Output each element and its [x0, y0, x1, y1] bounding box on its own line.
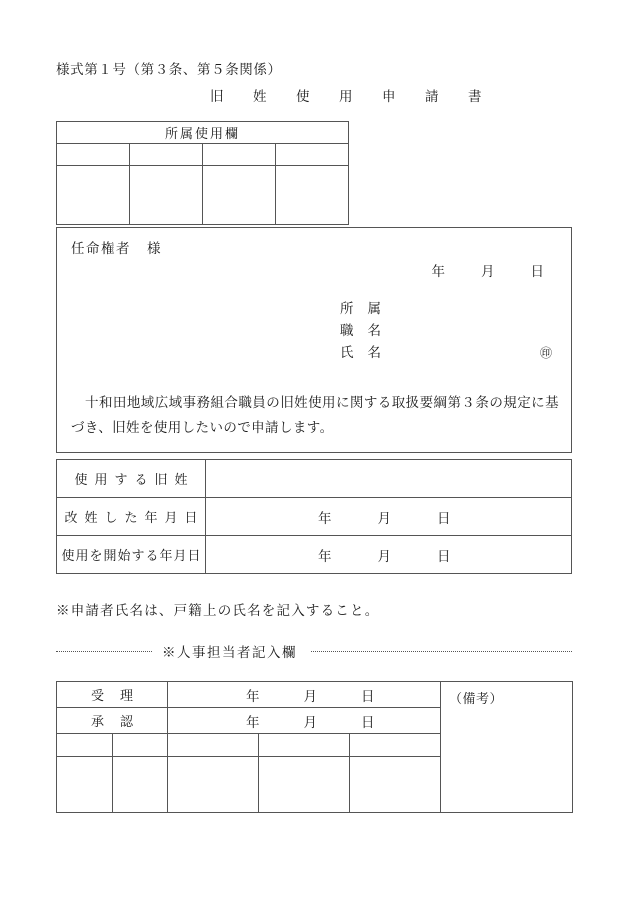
applicant-name-label: 氏名: [340, 345, 395, 361]
applicant-position-label: 職名: [340, 323, 395, 339]
row-label-approval: 承認: [57, 708, 168, 734]
applicant-affiliation-label: 所属: [340, 301, 395, 317]
row-label-change-date: 改姓した年月日: [57, 498, 206, 536]
seal-icon: ㊞: [540, 346, 553, 360]
dept-cell[interactable]: [57, 166, 130, 225]
hr-grid-cell[interactable]: [259, 734, 350, 757]
start-date-month-label: 月: [377, 548, 391, 565]
declaration-body-text: 十和田地域広域事務組合職員の旧姓使用に関する取扱要綱第３条の規定に基づき、旧姓を使用したいので申請します。: [71, 395, 559, 436]
change-date-month-label: 月: [377, 510, 391, 527]
applicant-name-row: [340, 342, 553, 364]
dept-cell[interactable]: [203, 166, 276, 225]
former-surname-table: [56, 459, 572, 574]
table-row: [57, 144, 349, 166]
hr-grid-cell[interactable]: [168, 734, 259, 757]
approval-month-label: 月: [303, 714, 317, 731]
divider-dots-right: [311, 651, 572, 652]
dept-cell[interactable]: [57, 144, 130, 166]
divider-dots-left: [56, 651, 152, 652]
department-use-table: [56, 121, 349, 225]
hr-grid-cell[interactable]: [350, 734, 441, 757]
form-note: ※申請者氏名は、戸籍上の氏名を記入すること。: [56, 603, 380, 619]
hr-grid-cell[interactable]: [112, 757, 168, 813]
change-date-year-label: 年: [318, 510, 332, 527]
table-row: [57, 122, 349, 144]
date-day-label: 日: [530, 264, 544, 280]
hr-grid-cell[interactable]: [57, 757, 113, 813]
hr-grid-cell[interactable]: [350, 757, 441, 813]
table-row: [57, 536, 572, 574]
dept-cell[interactable]: [130, 144, 203, 166]
hr-grid-cell[interactable]: [168, 757, 259, 813]
form-code: 様式第１号（第３条、第５条関係）: [56, 62, 282, 78]
applicant-position-row: [340, 320, 395, 342]
department-use-heading: 所属使用欄: [57, 122, 349, 144]
approval-year-label: 年: [246, 714, 260, 731]
dept-cell[interactable]: [276, 166, 349, 225]
page-title: 旧 姓 使 用 申 請 書: [210, 89, 490, 105]
date-year-label: 年: [431, 264, 445, 280]
row-label-receipt: 受理: [57, 682, 168, 708]
applicant-block: [340, 298, 553, 364]
hr-section-caption: ※人事担当者記入欄: [162, 645, 297, 661]
start-date-day-label: 日: [437, 548, 451, 565]
application-date-line: [432, 260, 545, 280]
dept-cell[interactable]: [276, 144, 349, 166]
change-date-day-label: 日: [437, 510, 451, 527]
row-label-start-date: 使用を開始する年月日: [57, 536, 206, 574]
approval-day-label: 日: [361, 714, 375, 731]
input-change-date[interactable]: [206, 498, 572, 536]
input-approval-date[interactable]: [168, 708, 441, 734]
dept-cell[interactable]: [203, 144, 276, 166]
input-former-surname[interactable]: [206, 460, 572, 498]
input-start-date[interactable]: [206, 536, 572, 574]
hr-section-divider: [56, 641, 572, 661]
receipt-year-label: 年: [246, 688, 260, 705]
receipt-month-label: 月: [303, 688, 317, 705]
table-row: [57, 166, 349, 225]
addressee-honorific: 様: [147, 241, 162, 257]
hr-grid-cell[interactable]: [112, 734, 168, 757]
row-label-former-surname: 使用する旧姓: [57, 460, 206, 498]
hr-staff-table: [56, 681, 573, 813]
hr-grid-cell[interactable]: [259, 757, 350, 813]
addressee-label: 任命権者: [71, 241, 131, 257]
applicant-affiliation-row: [340, 298, 395, 320]
input-receipt-date[interactable]: [168, 682, 441, 708]
receipt-day-label: 日: [361, 688, 375, 705]
table-row: [57, 460, 572, 498]
hr-grid-cell[interactable]: [57, 734, 113, 757]
start-date-year-label: 年: [318, 548, 332, 565]
date-month-label: 月: [481, 264, 495, 280]
addressee-line: [71, 237, 162, 257]
remarks-cell[interactable]: （備考）: [441, 682, 573, 813]
table-row: [57, 498, 572, 536]
declaration-box: [56, 227, 572, 453]
dept-cell[interactable]: [130, 166, 203, 225]
table-row: [57, 682, 573, 708]
